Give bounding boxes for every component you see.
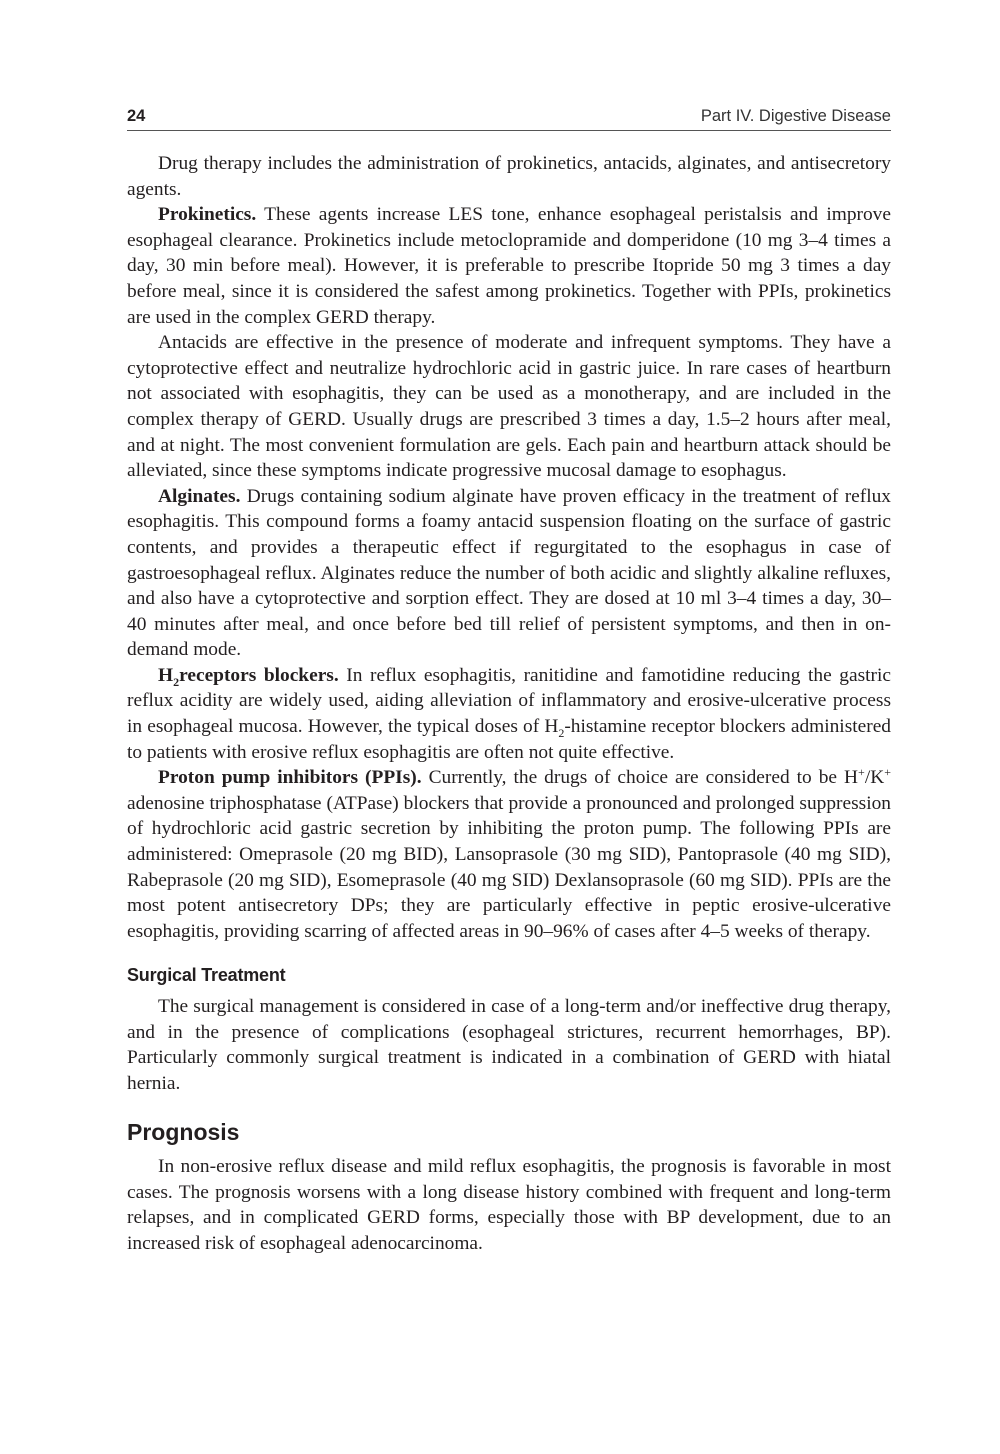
lead-h: H — [158, 664, 174, 686]
paragraph-text: In non-erosive reflux disease and mild reflux esophagitis, the prognosis is favorable in most cases. The prognosis worsens with a long disease history combined with frequent and long-term relapses, and in complicated GERD forms, especially those with BP development, due to an increased risk of esophageal adenocarcinoma. — [127, 1155, 891, 1254]
paragraph-text: /K — [864, 767, 885, 789]
subscript: 2 — [558, 726, 565, 741]
paragraph-ppis — [127, 765, 891, 944]
subheading-surgical-treatment: Surgical Treatment — [127, 965, 286, 986]
lead-alginates: Alginates. — [158, 485, 241, 507]
part-title: Part IV. Digestive Disease — [700, 107, 891, 125]
paragraph-surgical — [127, 994, 891, 1096]
paragraph-alginates — [127, 484, 891, 663]
book-page — [127, 104, 891, 1256]
paragraph-h2-blockers — [127, 663, 891, 765]
lead-ppis: Proton pump inhibitors (PPIs). — [158, 767, 422, 789]
lead-h2-blockers — [158, 664, 339, 689]
subscript: 2 — [173, 674, 180, 689]
paragraph-text: Currently, the drugs of choice are considered to be H — [421, 767, 859, 789]
paragraph-antacids — [127, 330, 891, 484]
page-number: 24 — [127, 107, 146, 125]
paragraph-text: Drug therapy includes the administration of prokinetics, antacids, alginates, and antisecretory agents. — [127, 153, 891, 200]
section-heading-prognosis: Prognosis — [127, 1119, 240, 1146]
body-text — [127, 151, 891, 1256]
running-header — [127, 104, 891, 131]
paragraph-text: -histamine receptor blockers administered to patients with erosive reflux esophagitis are often not quite effective. — [127, 716, 891, 763]
paragraph-text: Drugs containing sodium alginate have proven efficacy in the treatment of reflux esophagitis. This compound forms a foamy antacid suspension floating on the surface of gastric contents, and provides a therapeutic effect if regurgitated to the esophagus in case of gastroesophageal reflux. Alginates reduce the number of both acidic and slightly alkaline refluxes, and also have a cytoprotective and sorption effect. They are dosed at 10 ml 3–4 times a day, 30–40 minutes after meal, and once before bed till relief of persistent symptoms, and then in on-demand mode. — [127, 485, 891, 661]
paragraph-prognosis — [127, 1154, 891, 1256]
paragraph-text: These agents increase LES tone, enhance esophageal peristalsis and improve esophageal clearance. Prokinetics include metoclopramide and domperidone (10 mg 3–4 times a day, 30 min before meal). However, it is preferable to prescribe Itopride 50 mg 3 times a day before meal, since it is considered the safest among prokinetics. Together with PPIs, prokinetics are used in the complex GERD therapy. — [127, 204, 891, 328]
paragraph-text: The surgical management is considered in case of a long-term and/or ineffective drug therapy, and in the presence of complications (esophageal strictures, recurrent hemorrhages, BP). Particularly commonly surgical treatment is indicated in a combination of GERD with hiatal hernia. — [127, 996, 891, 1094]
paragraph-text: adenosine triphosphatase (ATPase) blockers that provide a pronounced and prolonged suppression of hydrochloric acid gastric secretion by inhibiting the proton pump. The following PPIs are administered: Omeprasole (20 mg BID), Lansoprasole (30 mg SID), Pantoprasole (40 mg SID), Rabeprasole (20 mg SID), Esomeprasole (40 mg SID) Dexlansoprasole (60 mg SID). PPIs are the most potent antisecretory DPs; they are particularly effective in peptic erosive-ulcerative esophagitis, providing scarring of affected areas in 90–96% of cases after 4–5 weeks of therapy. — [127, 792, 891, 942]
paragraph-text: In reflux esophagitis, ranitidine and famotidine reducing the gastric reflux acidity are widely used, aiding alleviation of inflammatory and erosive-ulcerative process in esophageal mucosa. However, the typical doses of H — [127, 664, 891, 738]
paragraph-text: Antacids are effective in the presence of moderate and infrequent symptoms. They have a cytoprotective effect and neutralize hydrochloric acid in gastric juice. In rare cases of heartburn not associated with esophagitis, they can be used as a monotherapy, and are included in the complex therapy of GERD. Usually drugs are prescribed 3 times a day, 1.5–2 hours after meal, and at night. The most convenient formulation are gels. Each pain and heartburn attack should be alleviated, since these symptoms indicate progressive mucosal damage to esophagus. — [127, 332, 891, 482]
lead-prokinetics: Prokinetics. — [158, 204, 257, 226]
superscript: + — [884, 765, 891, 780]
lead-receptors: receptors blockers. — [179, 664, 339, 686]
paragraph-prokinetics — [127, 202, 891, 330]
paragraph-drug-therapy — [127, 151, 891, 202]
superscript: + — [858, 765, 865, 780]
